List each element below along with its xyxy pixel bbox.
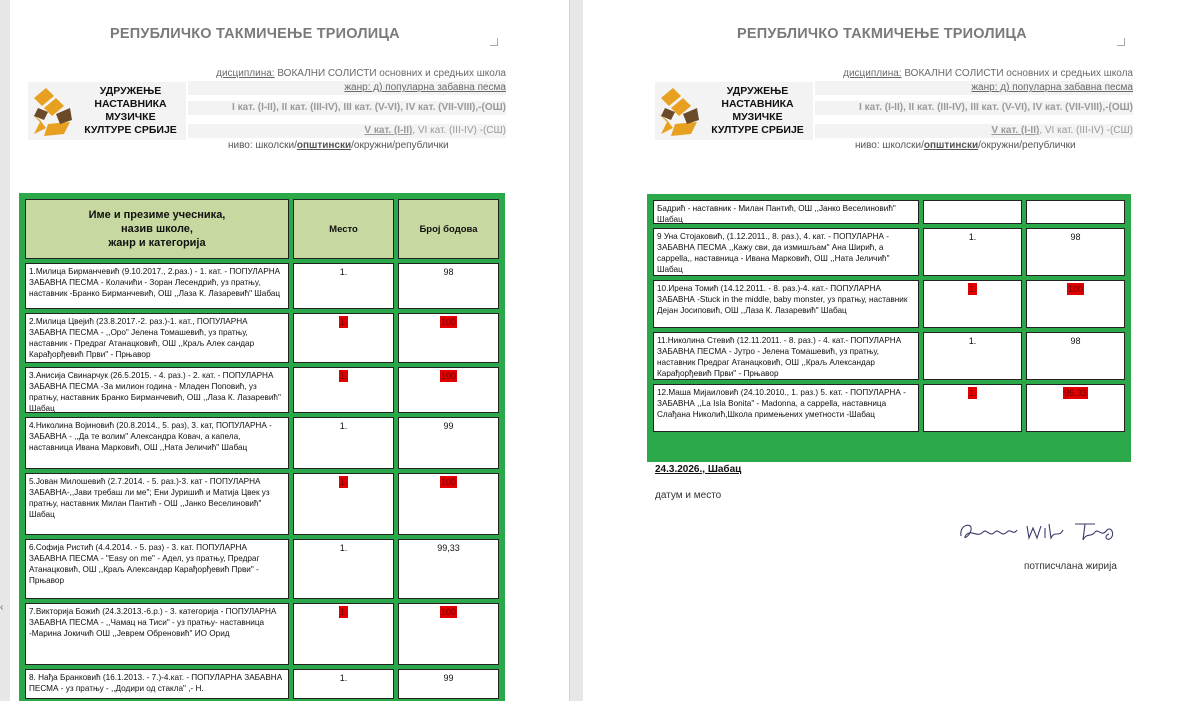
footer-date: 24.3.2026., Шабац — [655, 464, 742, 475]
participant-cell: 7.Викторија Божић (24.3.2013.-6.р.) - 3. категорија - ПОПУЛАРНА ЗАБАВНА ПЕСМА - ,,Чамац на Тиси" - уз пратњу- наставница -Марина Јокичић ОШ ,,Јеврем Обреновић" ИО Орид — [25, 603, 289, 665]
participant-cell: 8. Нађа Бранковић (16.1.2013. - 7.)-4.кат. - ПОПУЛАРНА ЗАБАВНА ПЕСМА - уз пратњу - ,,Додири од стакла" ,- Н. — [25, 669, 289, 699]
points-cell — [398, 669, 499, 699]
place-value: 1. — [339, 477, 348, 487]
participant-cell: 9 Уна Стојаковић, (1.12.2011., 8. раз.), 4. кат. - ПОПУЛАРНА - ЗАБАВНА ПЕСМА ,,Кажу сви, да измишљам" Ана Ширић, а cappella,, наставница - Ивана Марковић, ОШ ,,Ната Јеличић" Шабац — [653, 228, 919, 276]
expand-chevron-icon[interactable]: ‹ — [0, 602, 4, 613]
place-cell — [293, 263, 394, 309]
place-value: 1. — [968, 284, 977, 294]
points-value: 99 — [443, 421, 454, 431]
participant-cell: 1.Милица Бирманчевић (9.10.2017., 2.раз.) - 1. кат. - ПОПУЛАРНА ЗАБАВНА ПЕСМА - Колачићи - Зоран Лесендрић, уз пратњу, наставник -Бранко Бирманчевић, ОШ ,,Лаза К. Лазаревић" Шабац — [25, 263, 289, 309]
points-cell — [1026, 200, 1125, 224]
document-header — [28, 66, 506, 152]
participant-cell: 5.Јован Милошевић (2.7.2014. - 5. раз.)-3. кат - ПОПУЛАРНА ЗАБАВНА-,,Јави требаш ли ме"; Ени Јуришић и Матија Цвек уз пратњу, наставник Милан Пантић - ОШ ,,Јанко Веселиновић" Шабац — [25, 473, 289, 535]
participant-cell: 6.Софија Ристић (4.4.2014. - 5. раз) - 3. кат. ПОПУЛАРНА ЗАБАВНА ПЕСМА - "Easy on me" - Адел, уз пратњу, Предраг Атанацковић, ОШ ,,Краљ Александар Карађорђевић Први" - Прњавор — [25, 539, 289, 599]
points-value: 98 — [443, 267, 454, 277]
competition-level: ниво: школски/општински/окружни/републички — [855, 140, 1076, 151]
organization-name: УДРУЖЕЊЕ НАСТАВНИКА МУЗИЧКЕ КУЛТУРЕ СРБИЈЕ — [711, 85, 804, 136]
points-value: 100 — [440, 317, 457, 327]
place-cell — [293, 313, 394, 363]
place-value: 1. — [339, 317, 348, 327]
results-table — [19, 193, 505, 701]
points-cell — [398, 473, 499, 535]
page-corner-mark — [1117, 38, 1125, 46]
document-title: РЕПУБЛИЧКО ТАКМИЧЕЊЕ ТРИОЛИЦА — [110, 26, 400, 42]
place-cell — [293, 367, 394, 413]
document-header — [655, 66, 1133, 152]
place-value: 1. — [968, 232, 977, 242]
place-cell — [923, 280, 1022, 328]
place-cell — [923, 332, 1022, 380]
place-value: 1. — [339, 421, 348, 431]
place-cell — [293, 603, 394, 665]
place-value: 1. — [339, 371, 348, 381]
points-value: 100 — [1067, 284, 1084, 294]
header-name: Име и презиме учесника, назив школе, жанр и категорија — [25, 199, 289, 259]
participant-cell: 2.Милица Цвејић (23.8.2017.-2. раз.)-1. кат., ПОПУЛАРНА ЗАБАВНА ПЕСМА - ,,Оро" Јелена Томашевић, уз пратњу, наставник - Предраг Атанацковић, ОШ ,,Краљ Алек сандар Карађорђевић Први" - Прњавор — [25, 313, 289, 363]
participant-cell: 3.Анисија Свинарчук (26.5.2015. - 4. раз.) - 2. кат. - ПОПУЛАРНА ЗАБАВНА ПЕСМА -За милион година - Младен Поповић, уз пратњу, наставник Бранко Бирманчевић, ОШ ,,Лаза К. Лазаревић" Шабац — [25, 367, 289, 413]
place-cell — [923, 384, 1022, 432]
document-title: РЕПУБЛИЧКО ТАКМИЧЕЊЕ ТРИОЛИЦА — [737, 26, 1027, 42]
footer-place-caption: датум и место — [655, 490, 722, 501]
signature-caption: потписчлана жирија — [1024, 561, 1117, 572]
points-value: 100 — [440, 477, 457, 487]
place-cell — [293, 473, 394, 535]
points-cell — [398, 417, 499, 469]
results-table-continued — [647, 194, 1131, 462]
points-value: 99 — [443, 673, 454, 683]
place-value: 1. — [339, 607, 348, 617]
points-cell — [1026, 280, 1125, 328]
participant-cell: 12.Маша Мијаиловић (24.10.2010., 1. раз.) 5. кат. - ПОПУЛАРНА - ЗАБАВНА ,,La Isla Bonita" - Madonna, a cappella, наставница Слађана Николић,Школа примењених уметности -Шабац — [653, 384, 919, 432]
header-points: Број бодова — [398, 199, 499, 259]
discipline-info: дисциплина: ВОКАЛНИ СОЛИСТИ основних и средњих школа жанр: д) популарна забавна песма I кат. (I-II), II кат. (III-IV), III кат. (V-VI), IV кат. (VII-VIII),-(ОШ) V кат. (I-II), VI кат. (III-IV) -(СШ) — [188, 66, 506, 138]
points-value: 98 — [1070, 336, 1081, 346]
participant-cell: 11.Николина Стевић (12.11.2011. - 8. раз.) - 4. кат.- ПОПУЛАРНА ЗАБАВНА ПЕСМА - Јутро - Јелена Томашевић, уз пратњу, наставник Предраг Атанацковић, ОШ ,,Краљ Александар Карађорђевић Први" - Прњавор — [653, 332, 919, 380]
points-cell — [1026, 332, 1125, 380]
participant-cell: 4.Николина Војиновић (20.8.2014., 5. раз), 3. кат, ПОПУЛАРНА - ЗАБАВНА - ,,Да те волим" Александра Ковач, а капела, наставница Ивана Марковић, ОШ ,,Ната Јеличић" Шабац — [25, 417, 289, 469]
points-value: 99,33 — [437, 543, 460, 553]
organization-logo — [28, 82, 186, 140]
discipline-info: дисциплина: ВОКАЛНИ СОЛИСТИ основних и средњих школа жанр: д) популарна забавна песма I кат. (I-II), II кат. (III-IV), III кат. (V-VI), IV кат. (VII-VIII),-(ОШ) V кат. (I-II), VI кат. (III-IV) -(СШ) — [815, 66, 1133, 138]
place-cell — [293, 539, 394, 599]
points-value: 95,33 — [1064, 388, 1087, 398]
document-page-left — [10, 0, 570, 701]
document-page-right — [583, 0, 1195, 701]
points-cell — [1026, 384, 1125, 432]
place-cell — [923, 200, 1022, 224]
header-place: Место — [293, 199, 394, 259]
place-cell — [293, 669, 394, 699]
music-note-logo-icon — [657, 84, 703, 138]
place-value: 1. — [968, 336, 977, 346]
points-cell — [398, 367, 499, 413]
place-value: 1. — [339, 673, 348, 683]
organization-logo — [655, 82, 813, 140]
page-corner-mark — [490, 38, 498, 46]
music-note-logo-icon — [30, 84, 76, 138]
points-cell — [398, 539, 499, 599]
place-cell — [293, 417, 394, 469]
points-value: 100 — [440, 371, 457, 381]
points-cell — [398, 313, 499, 363]
competition-level: ниво: школски/општински/окружни/републички — [228, 140, 449, 151]
place-value: 1. — [968, 388, 977, 398]
points-cell — [398, 603, 499, 665]
place-value: 1. — [339, 543, 348, 553]
participant-cell: 10.Ирена Томић (14.12.2011. - 8. раз.)-4. кат.- ПОПУЛАРНА ЗАБАВНА -Stuck in the middle, baby monster, уз пратњу, наставник Дејан Јосиповић, ОШ ,,Лаза К. Лазаревић" Шабац — [653, 280, 919, 328]
place-cell — [923, 228, 1022, 276]
organization-name: УДРУЖЕЊЕ НАСТАВНИКА МУЗИЧКЕ КУЛТУРЕ СРБИЈЕ — [84, 85, 177, 136]
jury-signature — [957, 516, 1123, 548]
points-cell — [1026, 228, 1125, 276]
categories-primary: I кат. (I-II), II кат. (III-IV), III кат. (V-VI), IV кат. (VII-VIII),-(ОШ) — [815, 101, 1133, 115]
participant-cell: Бадрић - наставник - Милан Пантић, ОШ ,,Јанко Веселиновић" Шабац — [653, 200, 919, 224]
points-value: 98 — [1070, 232, 1081, 242]
categories-primary: I кат. (I-II), II кат. (III-IV), III кат. (V-VI), IV кат. (VII-VIII),-(ОШ) — [188, 101, 506, 115]
points-value: 100 — [440, 607, 457, 617]
place-value: 1. — [339, 267, 348, 277]
points-cell — [398, 263, 499, 309]
